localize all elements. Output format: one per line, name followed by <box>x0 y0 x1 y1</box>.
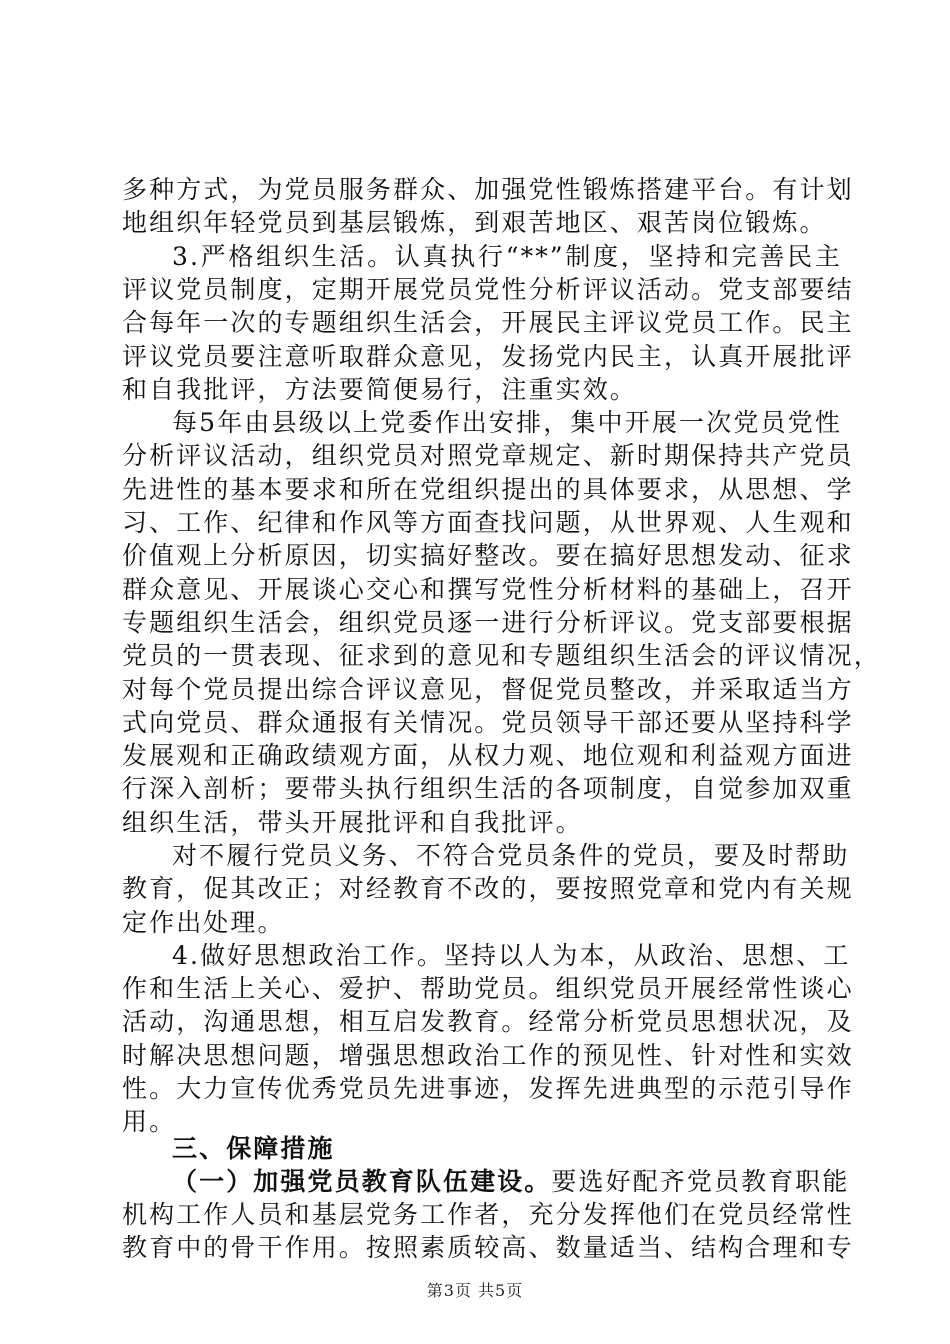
body-text-line: 多种方式，为党员服务群众、加强党性锻炼搭建平台。有计划 <box>122 175 854 204</box>
body-text-line: 时解决思想问题，增强思想政治工作的预见性、针对性和实效 <box>122 1041 854 1070</box>
page-footer: 第3页 共5页 <box>426 1281 524 1300</box>
body-text-line: 价值观上分析原因，切实搞好整改。要在搞好思想发动、征求 <box>122 541 854 570</box>
body-text-line: 活动，沟通思想，相互启发教育。经常分析党员思想状况，及 <box>122 1007 854 1036</box>
subsection-first-line <box>172 1164 850 1200</box>
body-text-line: 和自我批评，方法要简便易行，注重实效。 <box>122 375 637 404</box>
body-text-line: 发展观和正确政绩观方面，从权力观、地位观和利益观方面进 <box>122 741 854 770</box>
body-text-line: 教育，促其改正；对经教育不改的，要按照党章和党内有关规 <box>122 874 854 903</box>
body-text-line: 机构工作人员和基层党务工作者，充分发挥他们在党员经常性 <box>122 1200 854 1229</box>
body-text-line: 教育中的骨干作用。按照素质较高、数量适当、结构合理和专 <box>122 1233 854 1262</box>
body-text-line: 分析评议活动，组织党员对照党章规定、新时期保持共产党员 <box>122 441 854 470</box>
body-text-line: 组织生活，带头开展批评和自我批评。 <box>122 808 583 837</box>
body-text-line: 4.做好思想政治工作。坚持以人为本，从政治、思想、工 <box>172 941 851 970</box>
body-text-line: 行深入剖析；要带头执行组织生活的各项制度，自觉参加双重 <box>122 774 854 803</box>
body-text-line: 专题组织生活会，组织党员逐一进行分析评议。党支部要根据 <box>122 608 854 637</box>
body-text-line: 评议党员要注意听取群众意见，发扬党内民主，认真开展批评 <box>122 342 854 371</box>
body-text-line: 合每年一次的专题组织生活会，开展民主评议党员工作。民主 <box>122 308 854 337</box>
body-text-line: 评议党员制度，定期开展党员党性分析评议活动。党支部要结 <box>122 275 854 304</box>
body-text-line: 对不履行党员义务、不符合党员条件的党员，要及时帮助 <box>172 841 850 870</box>
body-text-line: 先进性的基本要求和所在党组织提出的具体要求，从思想、学 <box>122 475 854 504</box>
body-text-line: 性。大力宣传优秀党员先进事迹，发挥先进典型的示范引导作 <box>122 1074 854 1103</box>
body-text-line: 群众意见、开展谈心交心和撰写党性分析材料的基础上，召开 <box>122 575 854 604</box>
body-text-line: 3.严格组织生活。认真执行“**”制度，坚持和完善民主 <box>172 242 842 271</box>
body-text-line: 作和生活上关心、爱护、帮助党员。组织党员开展经常性谈心 <box>122 974 854 1003</box>
body-text-line: 习、工作、纪律和作风等方面查找问题，从世界观、人生观和 <box>122 508 854 537</box>
body-text-line: 每5年由县级以上党委作出安排，集中开展一次党员党性 <box>172 408 842 437</box>
body-text-line: 对每个党员提出综合评议意见，督促党员整改，并采取适当方 <box>122 675 854 704</box>
body-text-line: 用。 <box>122 1107 177 1136</box>
section-heading: 三、保障措施 <box>172 1134 335 1163</box>
subsection-text: 要选好配齐党员教育职能 <box>551 1167 850 1196</box>
subsection-title: （一）加强党员教育队伍建设。 <box>172 1167 552 1196</box>
body-text-line: 式向党员、群众通报有关情况。党员领导干部还要从坚持科学 <box>122 708 854 737</box>
body-text-line: 定作出处理。 <box>122 908 285 937</box>
body-text-line: 党员的一贯表现、征求到的意见和专题组织生活会的评议情况， <box>122 641 881 670</box>
body-text-line: 地组织年轻党员到基层锻炼，到艰苦地区、艰苦岗位锻炼。 <box>122 208 827 237</box>
